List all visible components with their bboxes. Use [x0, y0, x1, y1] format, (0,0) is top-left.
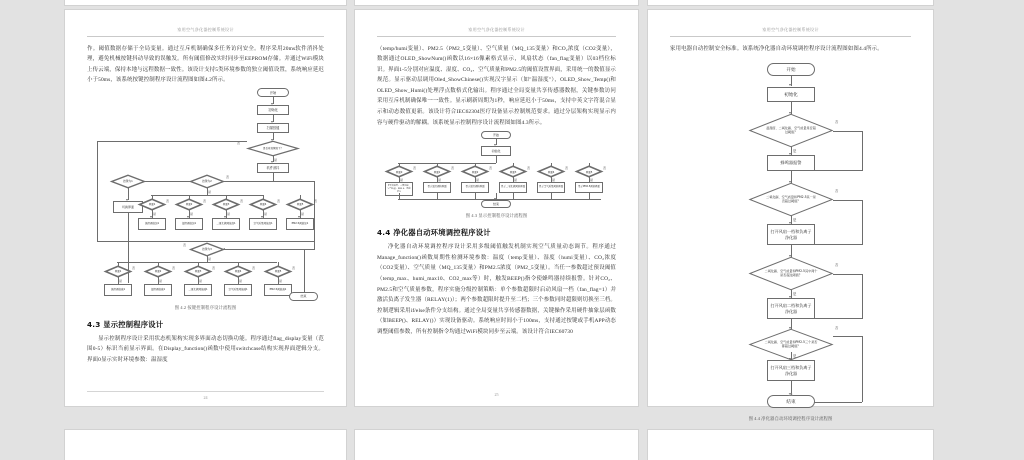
- fc42-key1-label: 按键为1: [123, 180, 133, 184]
- fc43-d0-label: 界面0: [395, 170, 403, 174]
- fc42-dn3-no: 否: [212, 265, 216, 270]
- fc44-q4-no: 否: [835, 326, 839, 331]
- middle-paragraph-1: （temp/humi变量）、PM2.5（PM2_5变量）、空气质量（MQ_135变量）和CO₂浓度（CO2变量），数据通过OLED_ShowNum()函数以16×16像素格式显示，风扇状态（fan_flag变量）以03档位标识。界面1-5分别对应温度、湿度、CO₂、空气质量和PM2.5的阈值设置界面，采用统一的数值显示规范。显示驱动层调用Oled_ShowChinese()实现汉字显示（如"温湿度"），OLED_Show_Temp()和OLED_Show_Humi()处理浮点数格式化输出。程序通过全局变量共享传感器数据，关键参数访问采用互斥机制确保唯一一致性。显示刷新周期为1秒，响应延迟小于50ms，支持中英文字符混合显示和动态数值更新。该设计符合IEC62304医疗设备显示控制规范要求。通过分层架构实现显示内容与硬件驱动的解耦。该系统显示控制程序设计流程图如图4.3所示。: [377, 45, 616, 126]
- fc44-node-start: 开始: [767, 63, 815, 76]
- fc42-node-a2: 湿度阈值加1: [175, 218, 203, 230]
- fc42-node-b4: 空气质量阈值减1: [224, 284, 252, 296]
- fc43-node-p0: 显示温湿度、二氧化碳、空气质量、PM2.5、风扇状态: [385, 182, 413, 196]
- next-page-middle: [355, 430, 638, 460]
- fc42-dn2-label: 界面2: [154, 270, 162, 274]
- fc44-q2-no: 否: [835, 189, 839, 194]
- fc42-node-dn3: [185, 266, 211, 277]
- running-header-middle: 家用空气净化器控制系统设计: [377, 27, 616, 37]
- page-number-left: 24: [87, 391, 324, 400]
- fc43-d3-yes: 是: [514, 178, 518, 183]
- page-left[interactable]: [65, 10, 346, 406]
- fc43-node-d1: [424, 166, 450, 177]
- fc43-d5-yes: 是: [590, 178, 594, 183]
- fc42-key3-label: 按键为3: [202, 248, 212, 252]
- fc42-up1-yes: 是: [153, 211, 157, 216]
- fc43-node-p3: 显示二氧化碳阈值界面: [499, 182, 527, 193]
- fc42-node-key3: [190, 243, 224, 256]
- fc43-node-d5: [576, 166, 602, 177]
- fc42-anykey-no: 否: [237, 140, 241, 145]
- fc43-d4-label: 界面4: [547, 170, 555, 174]
- fc42-up5-yes: 是: [301, 211, 305, 216]
- flowchart-43: [377, 131, 616, 209]
- fc44-q3-no: 否: [835, 263, 839, 268]
- fc44-q2-label: 二氧化碳、空气质量和PM2.5其一是否超过阈值？: [766, 194, 816, 203]
- fc43-node-d2: [462, 166, 488, 177]
- fc43-d1-no: 否: [451, 166, 455, 171]
- flowchart-42: [87, 88, 324, 301]
- fc42-node-a5: PM2.5阈值加1: [286, 218, 314, 230]
- fc42-node-dn1: [105, 266, 131, 277]
- fc44-q2-yes: 是: [793, 218, 797, 223]
- fc43-d0-no: 否: [413, 166, 417, 171]
- fc42-node-b3: 二氧化碳阈值减1: [184, 284, 212, 296]
- fc42-up1-no: 否: [166, 198, 170, 203]
- fc42-dn5-label: 界面5: [274, 270, 282, 274]
- fc43-d3-no: 否: [527, 166, 531, 171]
- fc42-node-key2: [190, 175, 224, 188]
- fc43-node-d0: [386, 166, 412, 177]
- fc44-node-q3: [749, 257, 833, 290]
- fc44-q1-no: 否: [835, 120, 839, 125]
- fc42-dn2-no: 否: [172, 265, 176, 270]
- fc43-d5-label: 界面5: [585, 170, 593, 174]
- fc42-node-up1: [139, 199, 165, 210]
- fc42-node-up3: [213, 199, 239, 210]
- section-heading-43: 4.3 显示控制程序设计: [87, 319, 164, 329]
- left-paragraph-2: 显示控制程序设计采用状态机架构实现多界面动态切换功能。程序通过flag_display变量（范围0-5）标识当前显示界面。在Display_function()函数中使用switchcase结构实现界面逻辑分支。界面0显示实时环境参数：温湿度: [87, 335, 324, 364]
- fc43-node-end: 结束: [481, 200, 511, 208]
- fc42-node-key1: [111, 175, 145, 188]
- fc42-up3-label: 界面3: [222, 203, 230, 207]
- fc42-node-up5: [287, 199, 313, 210]
- fc42-key3-no: 否: [183, 242, 187, 247]
- section-heading-44: 4.4 净化器自动环境调控程序设计: [377, 228, 491, 238]
- figure-caption-42: 图 4.2 按键控制程序设计流程图: [174, 304, 237, 310]
- fc42-node-up4: [250, 199, 276, 210]
- fc42-node-dn5: [265, 266, 291, 277]
- fc42-node-a3: 二氧化碳阈值加1: [212, 218, 240, 230]
- fc42-node-end: 结束: [289, 292, 318, 301]
- fc42-dn3-yes: 是: [199, 278, 203, 283]
- fc42-up4-no: 否: [277, 198, 281, 203]
- previous-page-middle: [355, 0, 638, 5]
- fc44-q1-yes: 是: [793, 149, 797, 154]
- fc43-d4-yes: 是: [552, 178, 556, 183]
- fc42-dn5-yes: 是: [279, 278, 283, 283]
- previous-page-left: [65, 0, 346, 5]
- fc42-up5-no: 否: [314, 198, 318, 203]
- previous-page-right: [648, 0, 933, 5]
- fc44-node-init: 初始化: [767, 87, 815, 102]
- fc42-node-scan: 扫描按键: [257, 123, 289, 133]
- fc44-q4-label: 二氧化碳、空气质量和PM2.5三个是否都超过阈值？: [764, 339, 818, 348]
- fc42-dn5-no: 否: [292, 265, 296, 270]
- fc43-d1-yes: 是: [438, 178, 442, 183]
- fc42-key3-yes: 是: [208, 256, 212, 261]
- fc42-key2-yes: 是: [208, 189, 212, 194]
- fc42-up2-yes: 是: [190, 211, 194, 216]
- page-number-middle: 25: [494, 392, 499, 397]
- fc44-node-beep: 蜂鸣器报警: [767, 155, 815, 171]
- fc42-node-b1: 温度阈值减1: [104, 284, 132, 296]
- fc42-up4-yes: 是: [264, 211, 268, 216]
- fc42-node-dn4: [225, 266, 251, 277]
- fc43-d0-yes: 是: [400, 178, 404, 183]
- fc42-up1-label: 界面1: [148, 203, 156, 207]
- fc43-d2-no: 否: [489, 166, 493, 171]
- fc44-q3-yes: 是: [793, 292, 797, 297]
- fc44-q3-label: 二氧化碳、空气质量和PM2.5其中两个是否超过阈值？: [764, 268, 818, 277]
- fc44-node-act3: 打开风扇三档和负离子净化器: [767, 360, 815, 381]
- fc43-node-d4: [538, 166, 564, 177]
- fc42-node-up2: [176, 199, 202, 210]
- fc42-up5-label: 界面5: [296, 203, 304, 207]
- fc44-node-act2: 打开风扇二档和负离子净化器: [767, 298, 815, 319]
- page-number-right: 26: [788, 392, 793, 397]
- figure-caption-44: 图 4.4 净化器自动环境调控程序设计流程图: [748, 416, 833, 422]
- fc42-dn1-label: 界面1: [114, 270, 122, 274]
- fc44-node-q1: [749, 114, 833, 147]
- fc42-up3-no: 否: [240, 198, 244, 203]
- fc43-d1-label: 界面1: [433, 170, 441, 174]
- fc43-d4-no: 否: [565, 166, 569, 171]
- fc43-d2-yes: 是: [476, 178, 480, 183]
- fc42-up3-yes: 是: [227, 211, 231, 216]
- flowchart-44: [670, 63, 911, 365]
- fc42-anykey-yes: 是: [274, 157, 278, 162]
- right-paragraph-1: 家用电器自动控制安全标准。该系统净化器自动环境调控程序设计流程图如图4.4所示。: [670, 45, 883, 52]
- fc43-d5-no: 否: [603, 166, 607, 171]
- page-middle[interactable]: [355, 10, 638, 406]
- fc42-node-a4: 空气质量阈值加1: [249, 218, 277, 230]
- page-right[interactable]: [648, 10, 933, 422]
- fc42-dn4-label: 界面4: [234, 270, 242, 274]
- running-header-left: 家用空气净化器控制系统设计: [87, 27, 324, 37]
- fc43-node-p1: 显示温度阈值界面: [423, 182, 451, 193]
- fc43-d3-label: 界面3: [509, 170, 517, 174]
- fc43-node-p5: 显示PM2.5阈值界面: [575, 182, 603, 193]
- fc42-node-dn2: [145, 266, 171, 277]
- fc42-node-switch-ui: 切换界面: [113, 201, 143, 213]
- fc43-node-init: 初始化: [481, 146, 511, 156]
- fc42-up4-label: 界面4: [259, 203, 267, 207]
- running-header-right: 家用空气净化器控制系统设计: [670, 27, 911, 37]
- fc42-dn2-yes: 是: [159, 278, 163, 283]
- figure-caption-43: 图 4.3 显示控制程序设计流程图: [465, 213, 528, 219]
- fc42-dn1-yes: 是: [119, 278, 123, 283]
- next-page-left: [65, 430, 346, 460]
- fc42-dn1-no: 否: [132, 265, 136, 270]
- fc44-node-act1: 打开风扇一档和负离子净化器: [767, 224, 815, 245]
- fc43-node-p2: 显示湿度阈值界面: [461, 182, 489, 193]
- fc44-node-q2: [749, 183, 833, 216]
- fc42-dn3-label: 界面3: [194, 270, 202, 274]
- fc43-d2-label: 界面2: [471, 170, 479, 174]
- fc42-key2-label: 按键为2: [202, 180, 212, 184]
- middle-paragraph-2: 净化器自动环境调控程序设计采用多级阈值触发机制实现空气质量动态调节。程序通过Manage_function()函数周期性检测环境参数：温度（temp变量）、湿度（humi变量）、CO₂浓度（CO2变量）、空气质量（MQ_135变量）和PM2.5浓度（PM2_5变量）。当任一参数超过预设阈值（temp_max、humi_max10、CO2_max等）时，触发BEEP()指令使蜂鸣器持续报警。针对CO₂、PM2.5和空气质量参数，程序实施分级控制策略：单个参数超限时启动风扇一档（fan_flag=1）并激活负离子发生器（RELAY(1)）；两个参数超限时提升至二档；三个参数同时超限则切换至三档。控制逻辑采用if/else条件分支结构。通过全局变量共享传感器数据，关键操作采用硬件抽象层函数（如BEEP()、RELAY()）实现设备驱动。系统响应时间小于100ms，支持通过按键或手机APP动态调整阈值参数，所有控制指令均通过WiFi模块同步至云端。该设计符合IEC60730: [377, 244, 616, 335]
- fc43-node-start: 开始: [481, 131, 511, 139]
- fc44-node-end: 结束: [767, 395, 815, 408]
- fc42-node-debounce: 软件消抖: [257, 163, 289, 173]
- fc42-node-anykey: [247, 141, 299, 156]
- fc43-node-d3: [500, 166, 526, 177]
- fc42-up2-no: 否: [203, 198, 207, 203]
- fc42-dn4-yes: 是: [239, 278, 243, 283]
- fc42-node-b2: 湿度阈值减1: [144, 284, 172, 296]
- fc43-node-p4: 显示空气质量阈值界面: [537, 182, 565, 193]
- fc42-key2-no: 否: [226, 174, 230, 179]
- fc44-q1-label: 温湿度、二氧化碳、空气质量是否超过阈值？: [766, 125, 816, 134]
- fc42-dn4-no: 否: [252, 265, 256, 270]
- fc42-node-init: 初始化: [257, 105, 289, 115]
- left-paragraph-1: 作。阈值数据存储于全局变量。通过互斥机制确保多任务访问安全。程序采用20ms软件消抖处理，避免机械按键抖动导致的误触发。所有阈值修改实时同步至EEPROM存储。并通过WiFi模块上传云端，保持本地与远程数据一致性。该设计支持5类环境参数的独立阈值设置，系统响应延迟小于50ms，该系统按键控制程序设计流程图如图4.2所示。: [87, 45, 324, 84]
- fc44-q4-yes: 是: [793, 354, 797, 359]
- fc42-node-a1: 温度阈值加1: [138, 218, 166, 230]
- fc42-node-b5: PM2.5阈值减1: [264, 284, 292, 296]
- fc42-anykey-label: 是否有按键按下？: [262, 146, 283, 150]
- next-page-right: [648, 430, 933, 460]
- fc42-node-start: 开始: [257, 88, 289, 97]
- fc42-up2-label: 界面2: [185, 203, 193, 207]
